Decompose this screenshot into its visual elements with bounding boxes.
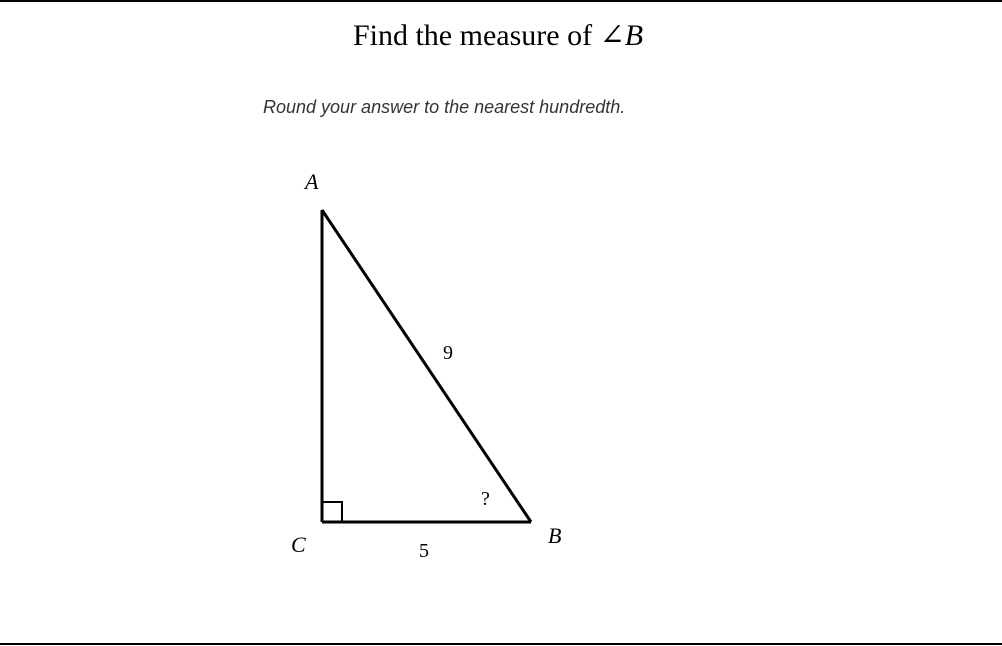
vertex-label-c: C xyxy=(291,532,306,557)
right-angle-marker xyxy=(322,502,342,522)
title-prefix: Find the measure of xyxy=(352,19,600,52)
unknown-angle-label: ? xyxy=(481,488,490,510)
hypotenuse-length-label: 9 xyxy=(443,342,453,364)
angle-symbol: ∠ xyxy=(599,19,625,52)
base-length-label: 5 xyxy=(419,540,429,562)
instruction-text: Round your answer to the nearest hundredth. xyxy=(263,97,626,117)
bottom-border xyxy=(0,643,1002,645)
angle-vertex-label: B xyxy=(624,19,644,52)
vertex-label-b: B xyxy=(548,523,562,548)
vertex-label-a: A xyxy=(305,169,319,194)
side-ab-hypotenuse xyxy=(322,210,531,522)
